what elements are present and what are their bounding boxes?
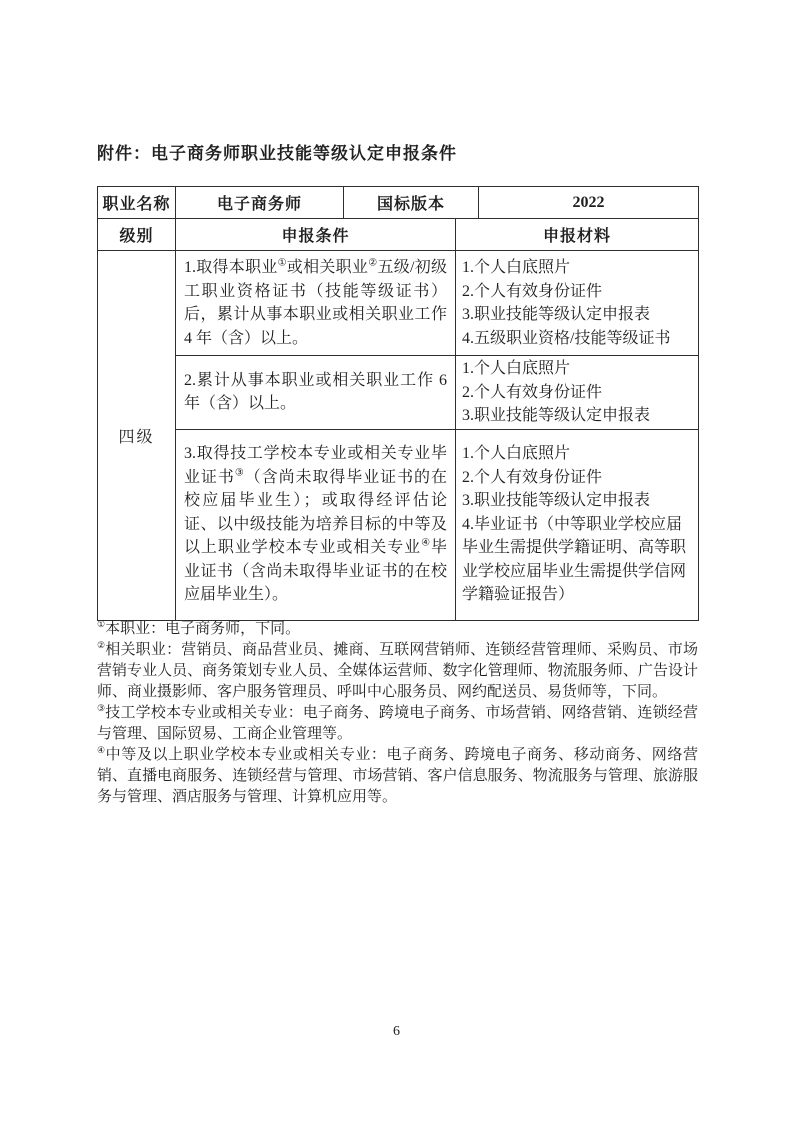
table-row — [98, 219, 699, 251]
condition-1-text: 或相关职业 — [286, 259, 369, 276]
table-row — [98, 251, 699, 356]
material-item: 1.个人白底照片 — [462, 360, 571, 377]
table-row — [98, 187, 699, 219]
cell-materials-header: 申报材料 — [456, 219, 699, 251]
condition-3-text: （含尚未取得毕业证书的在校应届毕业生）；或取得经评估论证、以中级技能为培养目标的中等及以上职业学校本专业或相关专业 — [184, 468, 447, 557]
material-item: 1.个人白底照片 — [462, 445, 571, 463]
table-row — [98, 356, 699, 430]
condition-1-text: 五级/初级工职业资格证书（技能等级证书）后，累计从事本职业或相关职业工作 4 年（含）以上。 — [184, 259, 447, 347]
footnote — [97, 745, 698, 808]
footnote-text: 本职业：电子商务师，下同。 — [105, 621, 301, 637]
material-item: 3.职业技能等级认定申报表 — [462, 407, 651, 424]
footnote — [97, 703, 698, 745]
material-item: 4.五级职业资格/技能等级证书 — [462, 329, 671, 347]
cell-condition-3 — [176, 429, 456, 620]
footnotes-section — [97, 619, 698, 808]
cell-materials-1 — [456, 251, 699, 356]
material-item: 2.个人有效身份证件 — [462, 383, 603, 401]
cell-materials-3 — [456, 429, 699, 620]
document-title: 附件：电子商务师职业技能等级认定申报条件 — [97, 144, 457, 163]
cell-occupation-name-value: 电子商务师 — [176, 187, 344, 219]
cell-occupation-name-label: 职业名称 — [98, 187, 176, 219]
material-item: 3.职业技能等级认定申报表 — [462, 492, 651, 510]
footnote-ref-4-icon: ④ — [421, 537, 431, 549]
table-row — [98, 429, 699, 620]
footnote-text: 中等及以上职业学校本专业或相关专业：电子商务、跨境电子商务、移动商务、网络营销、直播电商服务、连锁经营与管理、市场营销、客户信息服务、物流服务与管理、旅游服务与管理、酒店服务与管理、计算机应用等。 — [97, 747, 698, 805]
cell-standard-version-label: 国标版本 — [344, 187, 479, 219]
cell-conditions-header: 申报条件 — [176, 219, 456, 251]
condition-3-text: 毕业证书（含尚未取得毕业证书的在校应届毕业生）。 — [184, 539, 447, 604]
condition-2-text: 2.累计从事本职业或相关职业工作 6 年（含）以上。 — [184, 371, 447, 413]
cell-condition-1 — [176, 251, 456, 356]
footnote-text: 相关职业：营销员、商品营业员、摊商、互联网营销师、连锁经营管理师、采购员、市场营销专业人员、商务策划专业人员、全媒体运营师、数字化管理师、物流服务师、广告设计师、商业摄影师、客户服务管理员、呼叫中心服务员、网约配送员、易货师等，下同。 — [97, 642, 698, 700]
material-item: 3.职业技能等级认定申报表 — [462, 306, 651, 323]
footnote-marker: ② — [97, 640, 106, 650]
footnote-ref-2-icon: ② — [368, 257, 378, 269]
material-item: 2.个人有效身份证件 — [462, 468, 603, 486]
cell-level-header: 级别 — [98, 219, 176, 251]
material-item: 4.毕业证书（中等职业学校应届毕业生需提供学籍证明、高等职业学校应届毕业生需提供学信网学籍验证报告） — [462, 515, 687, 604]
footnote-marker: ③ — [97, 703, 106, 713]
cell-standard-version-value: 2022 — [479, 187, 699, 219]
page-number: 6 — [393, 1024, 400, 1039]
footnote-ref-3-icon: ③ — [234, 467, 245, 479]
material-item: 1.个人白底照片 — [462, 259, 571, 276]
footnote-ref-1-icon: ① — [277, 257, 287, 269]
cell-condition-2 — [176, 356, 456, 430]
footnote-text: 技工学校本专业或相关专业：电子商务、跨境电子商务、市场营销、网络营销、连锁经营与管理、国际贸易、工商企业管理等。 — [97, 705, 698, 742]
footnote — [97, 619, 698, 640]
cell-materials-2 — [456, 356, 699, 430]
application-conditions-table — [97, 186, 699, 621]
footnote — [97, 640, 698, 703]
cell-level-value: 四级 — [98, 251, 176, 621]
footnote-marker: ④ — [97, 745, 106, 755]
condition-3-text: 3.取得技工学校本专业或相关专业毕业证书 — [184, 445, 447, 486]
material-item: 2.个人有效身份证件 — [462, 282, 603, 300]
footnote-marker: ① — [97, 619, 106, 629]
condition-1-text: 1.取得本职业 — [184, 259, 278, 276]
